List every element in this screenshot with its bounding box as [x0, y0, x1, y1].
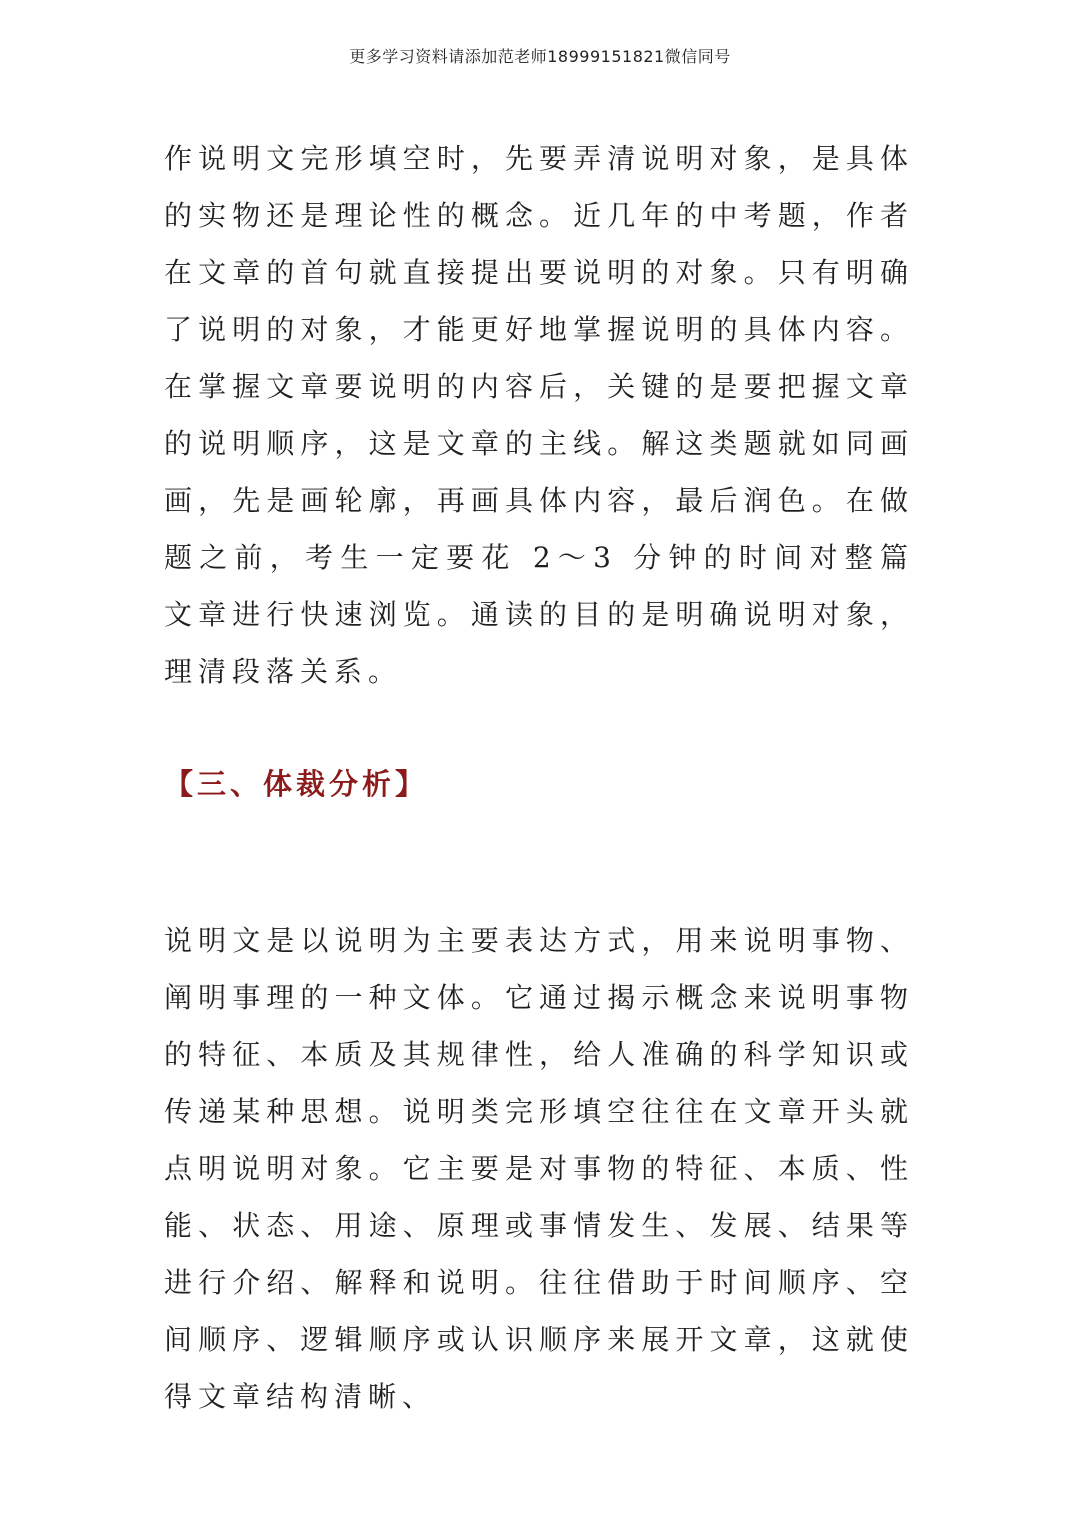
paragraph-reading-strategy	[164, 130, 914, 700]
paragraph-text: 说明文是以说明为主要表达方式，用来说明事物、阐明事理的一种文体。它通过揭示概念来说明事物的特征、本质及其规律性，给人准确的科学知识或传递某种思想。说明类完形填空往往在文章开头就点明说明对象。它主要是对事物的特征、本质、性能、状态、用途、原理或事情发生、发展、结果等进行介绍、解释和说明。往往借助于时间顺序、空间顺序、逻辑顺序或认识顺序来展开文章，这就使得文章结构清晰、	[164, 924, 914, 1413]
paragraph-genre-analysis	[164, 912, 914, 1425]
paragraph-text: 作说明文完形填空时，先要弄清说明对象，是具体的实物还是理论性的概念。近几年的中考题，作者在文章的首句就直接提出要说明的对象。只有明确了说明的对象，才能更好地掌握说明的具体内容。在掌握文章要说明的内容后，关键的是要把握文章的说明顺序，这是文章的主线。解这类题就如同画画，先是画轮廓，再画具体内容，最后润色。在做题之前，考生一定要花 2～3 分钟的时间对整篇文章进行快速浏览。通读的目的是明确说明对象，理清段落关系。	[164, 142, 914, 688]
page-header-note: 更多学习资料请添加范老师18999151821微信同号	[349, 47, 731, 66]
section-heading: 【三、体裁分析】	[164, 767, 429, 801]
